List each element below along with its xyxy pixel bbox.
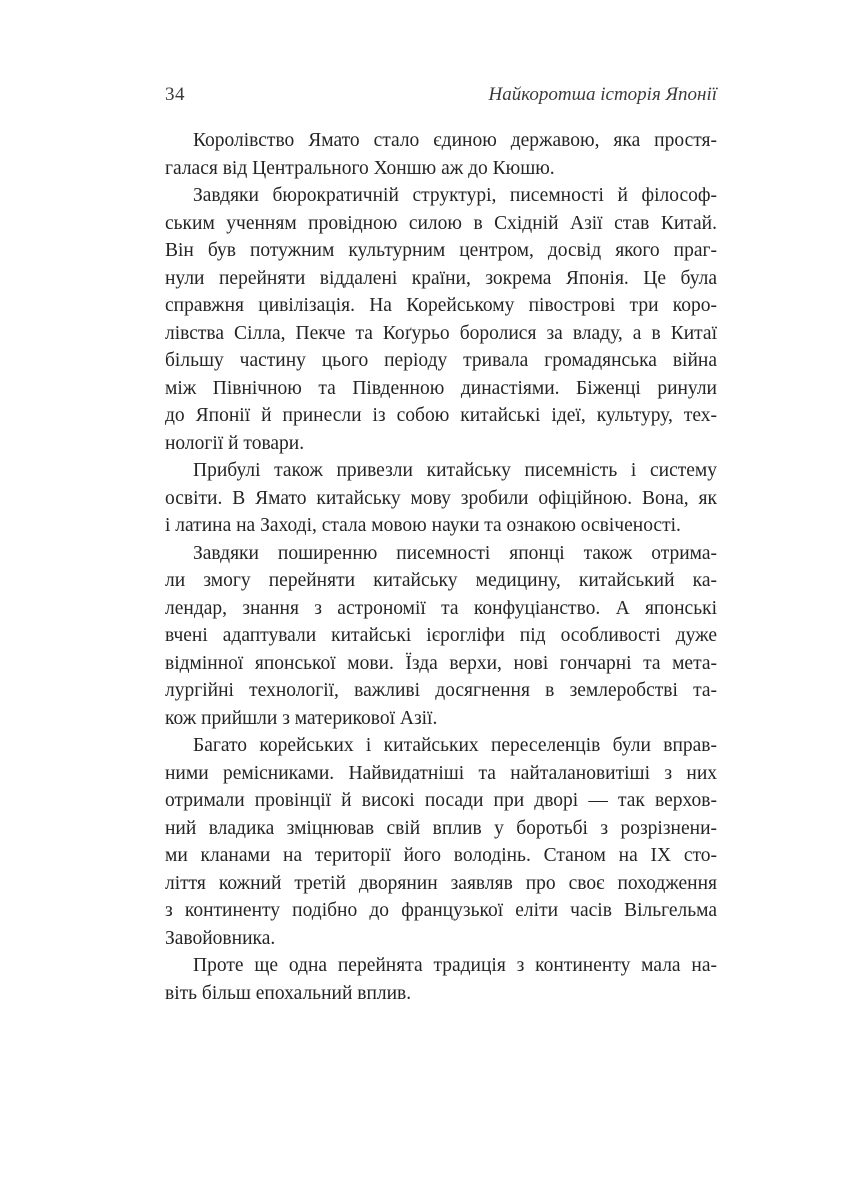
text-line: справжня цивілізація. На Корейському півострові три коро- bbox=[165, 295, 717, 316]
text-line: Королівство Ямато стало єдиною державою, яка простя- bbox=[193, 130, 717, 151]
paragraph bbox=[165, 457, 717, 540]
paragraph bbox=[165, 732, 717, 952]
text-line: Завдяки бюрократичній структурі, писемності й філософ- bbox=[193, 185, 717, 206]
text-line: освіти. В Ямато китайську мову зробили офіційною. Вона, як bbox=[165, 487, 717, 509]
text-line: відмінної японської мови. Їзда верхи, нові гончарні та мета- bbox=[165, 652, 717, 674]
text-line: отримали провінції й високі посади при дворі — так верхов- bbox=[165, 790, 717, 811]
text-line: ли змогу перейняти китайську медицину, китайський ка- bbox=[165, 570, 717, 591]
text-line: і латина на Заході, стала мовою науки та ознакою освіченості. bbox=[165, 515, 681, 536]
paragraph bbox=[165, 182, 717, 457]
text-line: кож прийшли з материкової Азії. bbox=[165, 707, 438, 729]
page-body bbox=[165, 127, 717, 1007]
paragraph bbox=[165, 540, 717, 733]
text-line: з континенту подібно до французької еліти часів Вільгельма bbox=[165, 900, 717, 921]
text-line: галася від Центрального Хоншю аж до Кюшю. bbox=[165, 157, 555, 179]
text-line: лендар, знання з астрономії та конфуціанство. А японські bbox=[165, 597, 717, 619]
text-line: ми кланами на території його володінь. Станом на IX сто- bbox=[165, 845, 717, 866]
text-line: Завдяки поширенню писемності японці також отрима- bbox=[193, 542, 717, 564]
text-line: лургійні технології, важливі досягнення в землеробстві та- bbox=[165, 680, 717, 701]
text-line: Прибулі також привезли китайську писемність і систему bbox=[193, 460, 717, 481]
text-line: Багато корейських і китайських переселенців були вправ- bbox=[193, 735, 717, 756]
text-line: Він був потужним культурним центром, досвід якого праг- bbox=[165, 240, 717, 261]
text-line: ліття кожний третій дворянин заявляв про своє походження bbox=[165, 872, 717, 894]
text-line: лівства Сілла, Пекче та Коґурьо боролися за владу, а в Китаї bbox=[165, 322, 717, 344]
text-line: більшу частину цього періоду тривала громадянська війна bbox=[165, 350, 717, 371]
text-line: віть більш епохальний вплив. bbox=[165, 982, 412, 1004]
running-title: Найкоротша історія Японії bbox=[488, 84, 717, 105]
page-number: 34 bbox=[165, 84, 185, 105]
text-line: ний владика зміцнював свій вплив у боротьбі з розрізнени- bbox=[165, 817, 717, 839]
text-line: між Північною та Південною династіями. Біженці ринули bbox=[165, 377, 717, 399]
text-line: до Японії й принесли із собою китайські ідеї, культуру, тех- bbox=[165, 405, 717, 426]
paragraph bbox=[165, 952, 717, 1007]
page-header bbox=[165, 84, 717, 106]
text-line: Проте ще одна перейнята традиція з континенту мала на- bbox=[193, 955, 717, 976]
text-line: вчені адаптували китайські ієрогліфи під особливості дуже bbox=[165, 625, 717, 646]
text-line: ними ремісниками. Найвидатніші та найталановитіші з них bbox=[165, 762, 717, 784]
text-line: нології й товари. bbox=[165, 432, 305, 454]
text-line: ським ученням провідною силою в Східній Азії став Китай. bbox=[165, 212, 717, 234]
paragraph bbox=[165, 127, 717, 182]
text-line: нули перейняти віддалені країни, зокрема Японія. Це була bbox=[165, 267, 717, 289]
text-line: Завойовника. bbox=[165, 927, 276, 949]
